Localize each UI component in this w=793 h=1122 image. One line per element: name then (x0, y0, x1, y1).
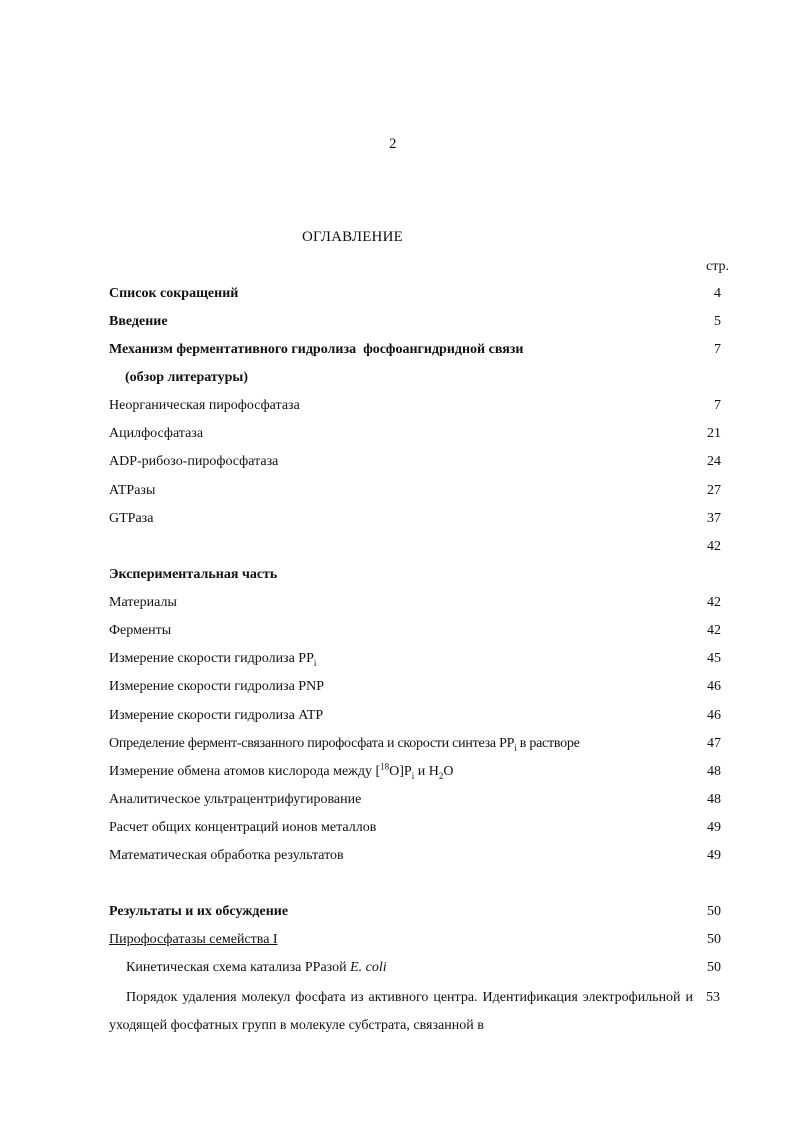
toc-entry-family-i[interactable] (109, 929, 721, 951)
toc-entry-page: 45 (707, 651, 721, 666)
toc-entry-text: Результаты и их обсуждение (109, 904, 289, 919)
toc-entry-experimental[interactable] (109, 564, 721, 586)
toc-entry-enzymes[interactable] (109, 620, 721, 642)
toc-entry-text: Измерение скорости гидролиза PNP (109, 679, 324, 694)
toc-entry-pnp-hydrolysis[interactable] (109, 676, 721, 698)
toc-entry-page: 4 (714, 286, 721, 301)
toc-entry-text: Измерение скорости гидролиза PP (109, 651, 314, 666)
toc-entry-page: 46 (707, 679, 721, 694)
toc-entry-text: Механизм ферментативного гидролиза фосфоангидридной связи (109, 342, 524, 357)
toc-entry-page: 42 (707, 595, 721, 610)
toc-entry-results[interactable] (109, 901, 721, 923)
toc-entry-page: 42 (707, 539, 721, 554)
toc-entry-text: Неорганическая пирофосфатаза (109, 398, 300, 413)
toc-entry-metal-ions[interactable] (109, 817, 721, 839)
toc-entry-page: 49 (707, 820, 721, 835)
toc-entry-atpases[interactable] (109, 480, 721, 502)
toc-entry-gtpase[interactable] (109, 508, 721, 530)
toc-entry-text-mid2: и H (414, 764, 439, 779)
toc-entry-page: 7 (714, 398, 721, 413)
toc-entry-inorganic-pyrophosphatase[interactable] (109, 395, 721, 417)
toc-entry-text: Определение фермент-связанного пирофосфата и скорости синтеза PP (109, 736, 515, 751)
toc-entry-text: АТРазы (109, 483, 156, 498)
toc-entry-kinetic-scheme[interactable] (109, 957, 721, 979)
toc-entry-text-wrap (109, 733, 580, 755)
toc-entry-page: 50 (707, 932, 721, 947)
toc-entry-text: Кинетическая схема катализа PPазой (126, 960, 351, 975)
toc-entry-adp-ribose[interactable] (109, 451, 721, 473)
toc-entry-page: 27 (707, 483, 721, 498)
toc-title: ОГЛАВЛЕНИЕ (302, 229, 403, 245)
toc-entry-text: (обзор литературы) (125, 370, 248, 385)
toc-entry-page: 42 (707, 623, 721, 638)
toc-entry-text: Список сокращений (109, 286, 239, 301)
toc-entry-text-wrap (126, 957, 387, 979)
page-number: 2 (389, 136, 397, 152)
toc-entry-text: Ацилфосфатаза (109, 426, 204, 441)
toc-entry-page: 50 (707, 904, 721, 919)
toc-entry-mechanism[interactable] (109, 339, 721, 361)
toc-entry-text: Введение (109, 314, 168, 329)
toc-entry-atp-hydrolysis[interactable] (109, 705, 721, 727)
toc-entry-text: Измерение скорости гидролиза ATP (109, 708, 324, 723)
toc-entry-text: Измерение обмена атомов кислорода между [ (109, 764, 381, 779)
toc-entry-page: 7 (714, 342, 721, 357)
toc-entry-text: Пирофосфатазы семейства I (109, 932, 278, 947)
toc-entry-ppi-hydrolysis[interactable] (109, 648, 721, 670)
toc-entry-untitled[interactable] (109, 536, 721, 558)
toc-entry-page: 47 (707, 736, 721, 751)
subscript: i (514, 742, 517, 753)
toc-entry-text: Ферменты (109, 623, 172, 638)
toc-entry-text: Аналитическое ультрацентрифугирование (109, 792, 362, 807)
toc-entry-text: Расчет общих концентраций ионов металлов (109, 820, 377, 835)
toc-entry-abbreviations[interactable] (109, 283, 721, 305)
toc-entry-bound-pyrophosphate[interactable] (109, 733, 721, 755)
subscript: 2 (438, 770, 444, 781)
toc-entry-text: ADP-рибозо-пирофосфатаза (109, 454, 279, 469)
subscript: i (313, 657, 317, 668)
toc-entry-page: 46 (707, 708, 721, 723)
superscript: 18 (380, 761, 390, 772)
toc-entry-page: 5 (714, 314, 721, 329)
toc-entry-italic: E. coli (350, 960, 387, 975)
toc-entry-text: Материалы (109, 595, 177, 610)
toc-entry-text: Математическая обработка результатов (109, 848, 344, 863)
toc-entry-page: 49 (707, 848, 721, 863)
toc-entry-page: 37 (707, 511, 721, 526)
toc-entry-text-wrap (109, 648, 316, 670)
toc-entry-math-processing[interactable] (109, 845, 721, 867)
toc-entry-text: Экспериментальная часть (109, 567, 278, 582)
toc-entry-text: GTPаза (109, 511, 154, 526)
toc-entry-page: 53 (706, 990, 720, 1005)
toc-entry-page: 48 (707, 792, 721, 807)
toc-entry-text-tail: в растворе (516, 736, 580, 751)
toc-entry-literature-review[interactable] (109, 367, 721, 389)
toc-entry-text-tail: O (443, 764, 454, 779)
toc-entry-page: 21 (707, 426, 721, 441)
toc-entry-page: 50 (707, 960, 721, 975)
toc-entry-page: 24 (707, 454, 721, 469)
toc-entry-page: 48 (707, 764, 721, 779)
toc-entry-text-wrap (109, 761, 453, 783)
toc-entry-phosphate-release[interactable]: Порядок удаления молекул фосфата из активного центра. Идентификация электрофильной и уходящей фосфатных групп в молекуле субстрата, связанной в (109, 990, 693, 1033)
toc-entry-introduction[interactable] (109, 311, 721, 333)
toc-entry-materials[interactable] (109, 592, 721, 614)
toc-entry-oxygen-exchange[interactable] (109, 761, 721, 783)
toc-entry-acylphosphatase[interactable] (109, 423, 721, 445)
toc-entry-text-mid: O]P (389, 764, 412, 779)
page-column-header: стр. (706, 259, 730, 274)
toc-entry-ultracentrifugation[interactable] (109, 789, 721, 811)
subscript: i (411, 770, 415, 781)
